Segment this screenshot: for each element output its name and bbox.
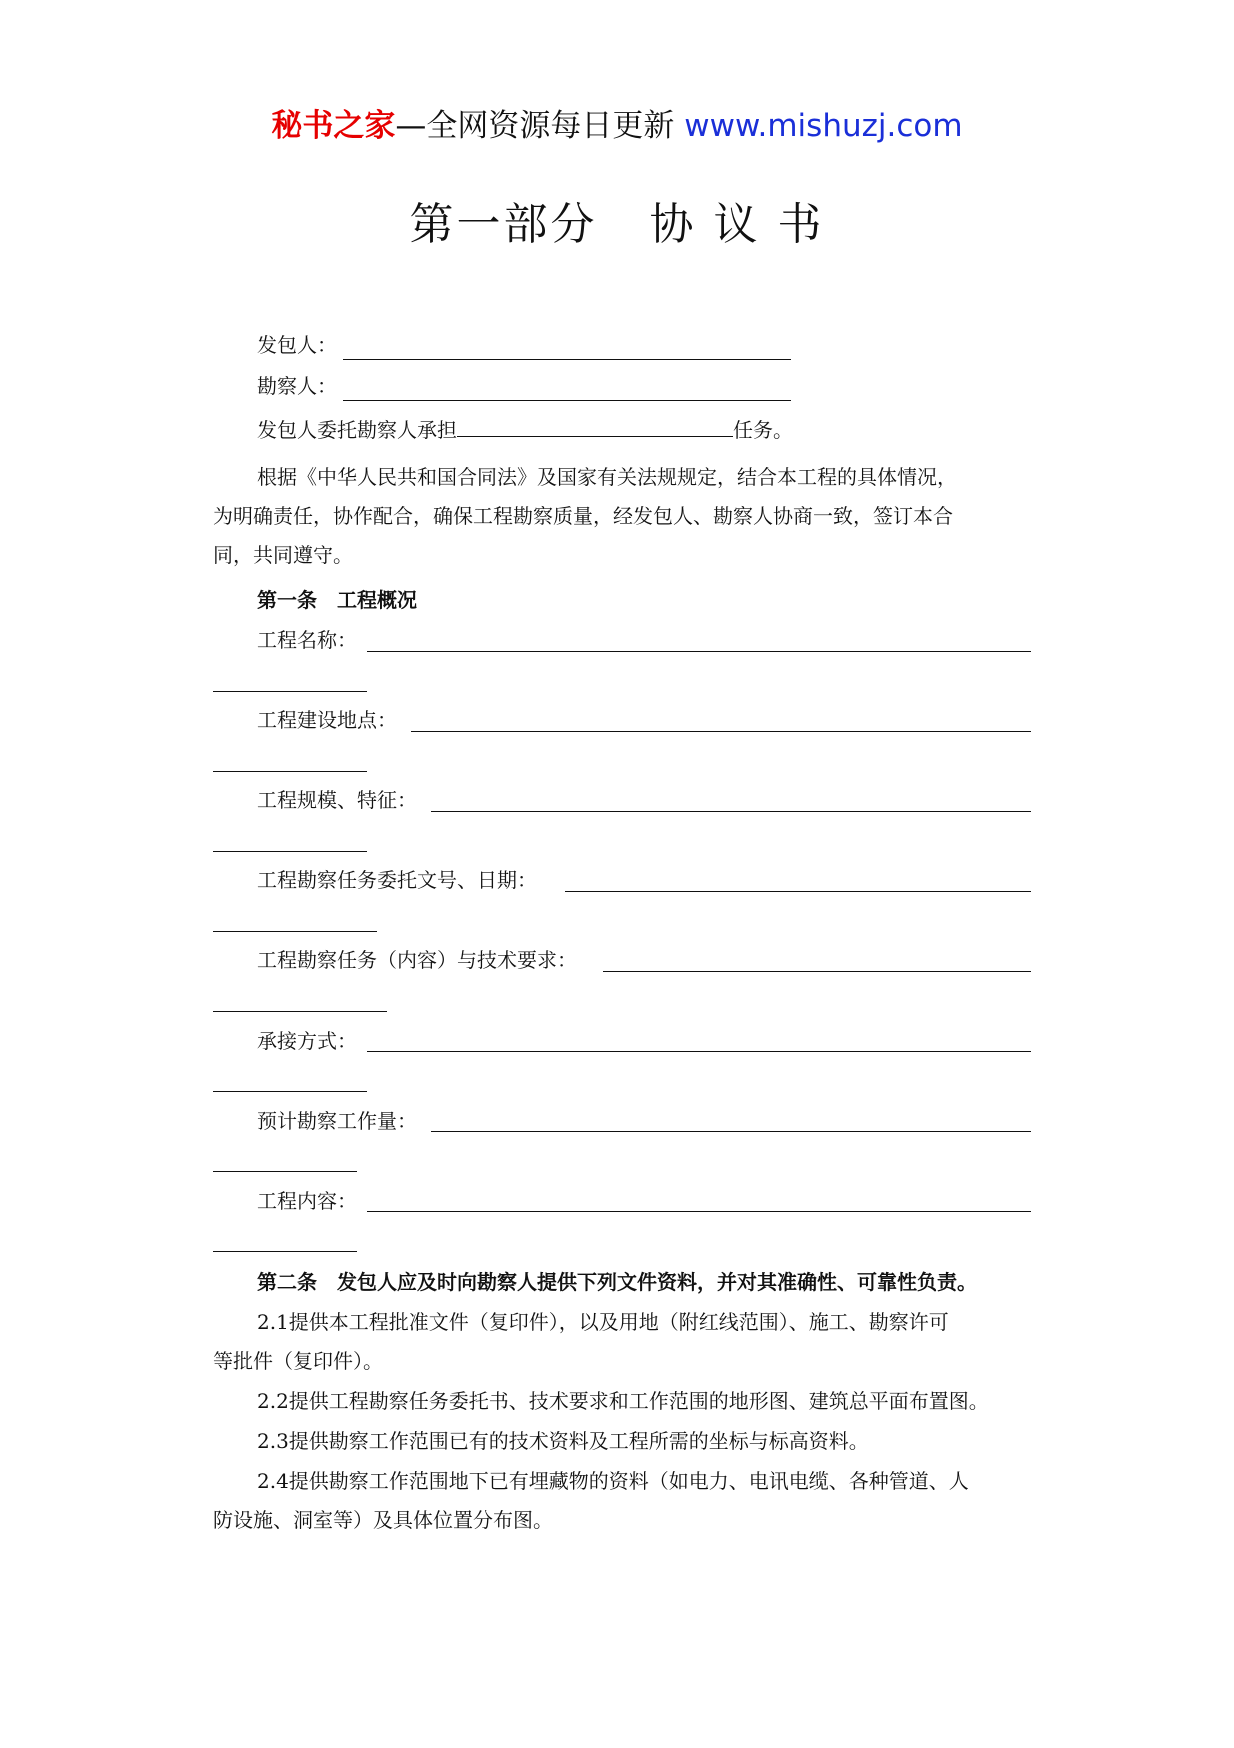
field-estimated-workload-blank-cont[interactable] xyxy=(213,1170,357,1172)
field-commission-ref-blank[interactable] xyxy=(565,890,1031,892)
field-project-name-blank[interactable] xyxy=(367,650,1031,652)
article2-item4-line1: 2.4提供勘察工作范围地下已有埋藏物的资料（如电力、电讯电缆、各种管道、人 xyxy=(257,1469,969,1493)
preamble-line-1: 根据《中华人民共和国合同法》及国家有关法规规定，结合本工程的具体情况， xyxy=(257,465,957,489)
title-name: 协 议 书 xyxy=(649,199,825,250)
field-task-requirements-blank[interactable] xyxy=(603,970,1031,972)
field-contract-mode-blank-cont[interactable] xyxy=(213,1090,367,1092)
field-contract-mode: 承接方式： xyxy=(257,1029,357,1053)
article1-heading: 第一条 工程概况 xyxy=(257,588,417,612)
brand-name: 秘书之家 xyxy=(271,108,396,144)
field-project-location: 工程建设地点： xyxy=(257,708,397,732)
article2-item2: 2.2提供工程勘察任务委托书、技术要求和工作范围的地形图、建筑总平面布置图。 xyxy=(257,1389,989,1413)
field-project-scale-blank-cont[interactable] xyxy=(213,850,367,852)
preamble-line-3: 同，共同遵守。 xyxy=(213,543,353,567)
employer-label: 发包人： xyxy=(257,333,337,357)
field-project-content: 工程内容： xyxy=(257,1189,357,1213)
field-commission-ref-blank-cont[interactable] xyxy=(213,930,377,932)
task-blank[interactable] xyxy=(457,414,733,437)
field-project-scale-blank[interactable] xyxy=(431,810,1031,812)
field-contract-mode-blank[interactable] xyxy=(367,1050,1031,1052)
article2-item1-line2: 等批件（复印件）。 xyxy=(213,1349,383,1373)
page-title xyxy=(0,188,1234,252)
field-task-requirements-blank-cont[interactable] xyxy=(213,1010,387,1012)
employer-line xyxy=(257,331,337,359)
title-part: 第一部分 xyxy=(409,199,598,250)
field-project-name-blank-cont[interactable] xyxy=(213,690,367,692)
field-project-scale: 工程规模、特征： xyxy=(257,788,417,812)
field-project-name: 工程名称： xyxy=(257,628,357,652)
employer-blank[interactable] xyxy=(343,358,791,360)
surveyor-label: 勘察人： xyxy=(257,374,337,398)
field-estimated-workload: 预计勘察工作量： xyxy=(257,1109,417,1133)
task-prefix: 发包人委托勘察人承担 xyxy=(257,418,457,442)
article2-heading: 第二条 发包人应及时向勘察人提供下列文件资料，并对其准确性、可靠性负责。 xyxy=(257,1270,977,1294)
task-suffix: 任务。 xyxy=(733,418,793,442)
field-project-content-blank[interactable] xyxy=(367,1210,1031,1212)
field-task-requirements: 工程勘察任务（内容）与技术要求： xyxy=(257,948,577,972)
article2-item4-line2: 防设施、洞室等）及具体位置分布图。 xyxy=(213,1508,553,1532)
field-estimated-workload-blank[interactable] xyxy=(431,1130,1031,1132)
banner-tagline: —全网资源每日更新 xyxy=(395,108,675,144)
task-line xyxy=(257,414,793,444)
field-project-location-blank[interactable] xyxy=(411,730,1031,732)
surveyor-blank[interactable] xyxy=(343,399,791,401)
article2-item3: 2.3提供勘察工作范围已有的技术资料及工程所需的坐标与标高资料。 xyxy=(257,1429,869,1453)
article2-item1-line1: 2.1提供本工程批准文件（复印件），以及用地（附红线范围）、施工、勘察许可 xyxy=(257,1310,949,1334)
site-url-link[interactable]: www.mishuzj.com xyxy=(684,108,963,144)
field-commission-ref: 工程勘察任务委托文号、日期： xyxy=(257,868,537,892)
site-banner xyxy=(0,100,1234,145)
preamble-line-2: 为明确责任，协作配合，确保工程勘察质量，经发包人、勘察人协商一致，签订本合 xyxy=(213,504,953,528)
surveyor-line xyxy=(257,372,337,400)
field-project-content-blank-cont[interactable] xyxy=(213,1250,357,1252)
field-project-location-blank-cont[interactable] xyxy=(213,770,367,772)
